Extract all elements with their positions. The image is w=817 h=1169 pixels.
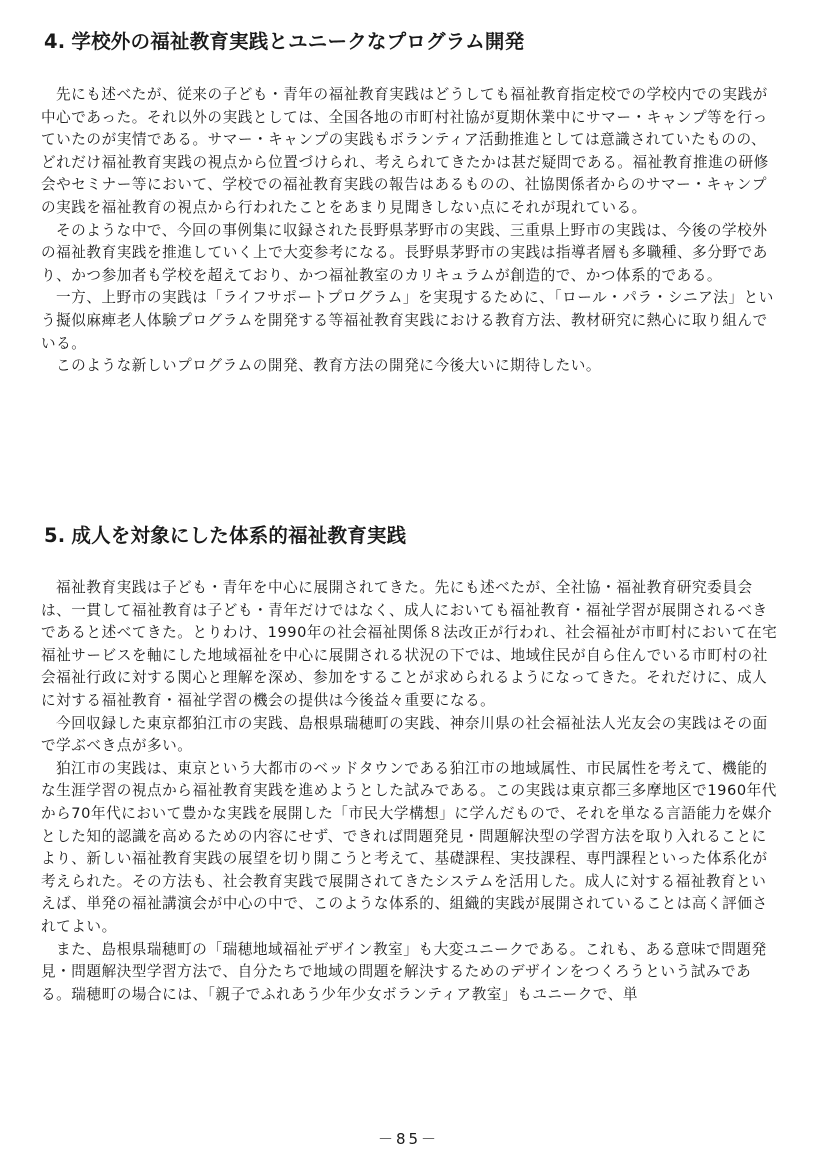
page-number: －85－ xyxy=(377,1130,440,1148)
section-4-title: 学校外の福祉教育実践とユニークなプログラム開発 xyxy=(71,30,525,53)
section-4-number: 4. xyxy=(44,30,66,53)
section-5-paragraph-1: 福祉教育実践は子ども・青年を中心に展開されてきた。先にも述べたが、全社協・福祉教育研究委員会は、一貫して福祉教育は子ども・青年だけではなく、成人においても福祉教育・福祉学習が展開されるべきであると述べてきた。とりわけ、1990年の社会福祉関係８法改正が行われ、社会福祉が市町村において在宅福祉サービスを軸にした地域福祉を中心に展開される状況の下では、地域住民が自ら住んでいる市町村の社会福祉行政に対する関心と理解を深め、参加をすることが求められるようになってきた。それだけに、成人に対する福祉教育・福祉学習の機会の提供は今後益々重要になる。 xyxy=(41,579,778,709)
section-5-title: 成人を対象にした体系的福祉教育実践 xyxy=(71,524,407,547)
section-4-paragraph-1: 先にも述べたが、従来の子ども・青年の福祉教育実践はどうしても福祉教育指定校での学校内での実践が中心であった。それ以外の実践としては、全国各地の市町村社協が夏期休業中にサマー・キャンプ等を行っていたのが実情である。サマー・キャンプの実践もボランティア活動推進としては意識されていたものの、どれだけ福祉教育実践の視点から位置づけられ、考えられてきたかは甚だ疑問である。福祉教育推進の研修会やセミナー等において、学校での福祉教育実践の報告はあるものの、社協関係者からのサマー・キャンプの実践を福祉教育の視点から行われたことをあまり見聞きしない点にそれが現れている。 xyxy=(41,86,769,216)
section-4-body xyxy=(41,84,781,378)
section-4-heading xyxy=(44,26,524,54)
section-5-body xyxy=(41,577,781,1006)
section-4-paragraph-4: このような新しいプログラムの開発、教育方法の開発に今後大いに期待したい。 xyxy=(56,357,602,375)
section-5-heading xyxy=(44,520,406,548)
section-5-paragraph-3: 狛江市の実践は、東京という大都市のベッドタウンである狛江市の地域属性、市民属性を考えて、機能的な生涯学習の視点から福祉教育実践を進めようとした試みである。この実践は東京都三多摩地区で1960年代から70年代において豊かな実践を展開した「市民大学構想」に学んだもので、それを単なる言語能力を媒介とした知的認識を高めるための内容にせず、できれば問題発見・問題解決型の学習方法を取り入れることにより、新しい福祉教育実践の展望を切り開こうと考えて、基礎課程、実技課程、専門課程といった体系化が考えられた。その方法も、社会教育実践で展開されてきたシステムを活用した。成人に対する福祉教育といえば、単発の福祉講演会が中心の中で、このような体系的、組織的実践が展開されていることは高く評価されてよい。 xyxy=(41,759,777,935)
section-4-paragraph-3: 一方、上野市の実践は「ライフサポートプログラム」を実現するために、「ロール・パラ・シニア法」という擬似麻痺老人体験プログラムを開発する等福祉教育実践における教育方法、教材研究に熱心に取り組んでいる。 xyxy=(41,289,774,352)
section-5-paragraph-4: また、島根県瑞穂町の「瑞穂地域福祉デザイン教室」も大変ユニークである。これも、ある意味で問題発見・問題解決型学習方法で、自分たちで地域の問題を解決するためのデザインをつくろうという試みである。瑞穂町の場合には、「親子でふれあう少年少女ボランティア教室」もユニークで、単 xyxy=(41,940,767,1003)
section-4-paragraph-2: そのような中で、今回の事例集に収録された長野県茅野市の実践、三重県上野市の実践は、今後の学校外の福祉教育実践を推進していく上で大変参考になる。長野県茅野市の実践は指導者層も多職種、多分野であり、かつ参加者も学校を超えており、かつ福祉教室のカリキュラムが創造的で、かつ体系的である。 xyxy=(41,221,768,284)
section-5-paragraph-2: 今回収録した東京都狛江市の実践、島根県瑞穂町の実践、神奈川県の社会福祉法人光友会の実践はその面で学ぶべき点が多い。 xyxy=(41,714,768,755)
section-5-number: 5. xyxy=(44,524,66,547)
